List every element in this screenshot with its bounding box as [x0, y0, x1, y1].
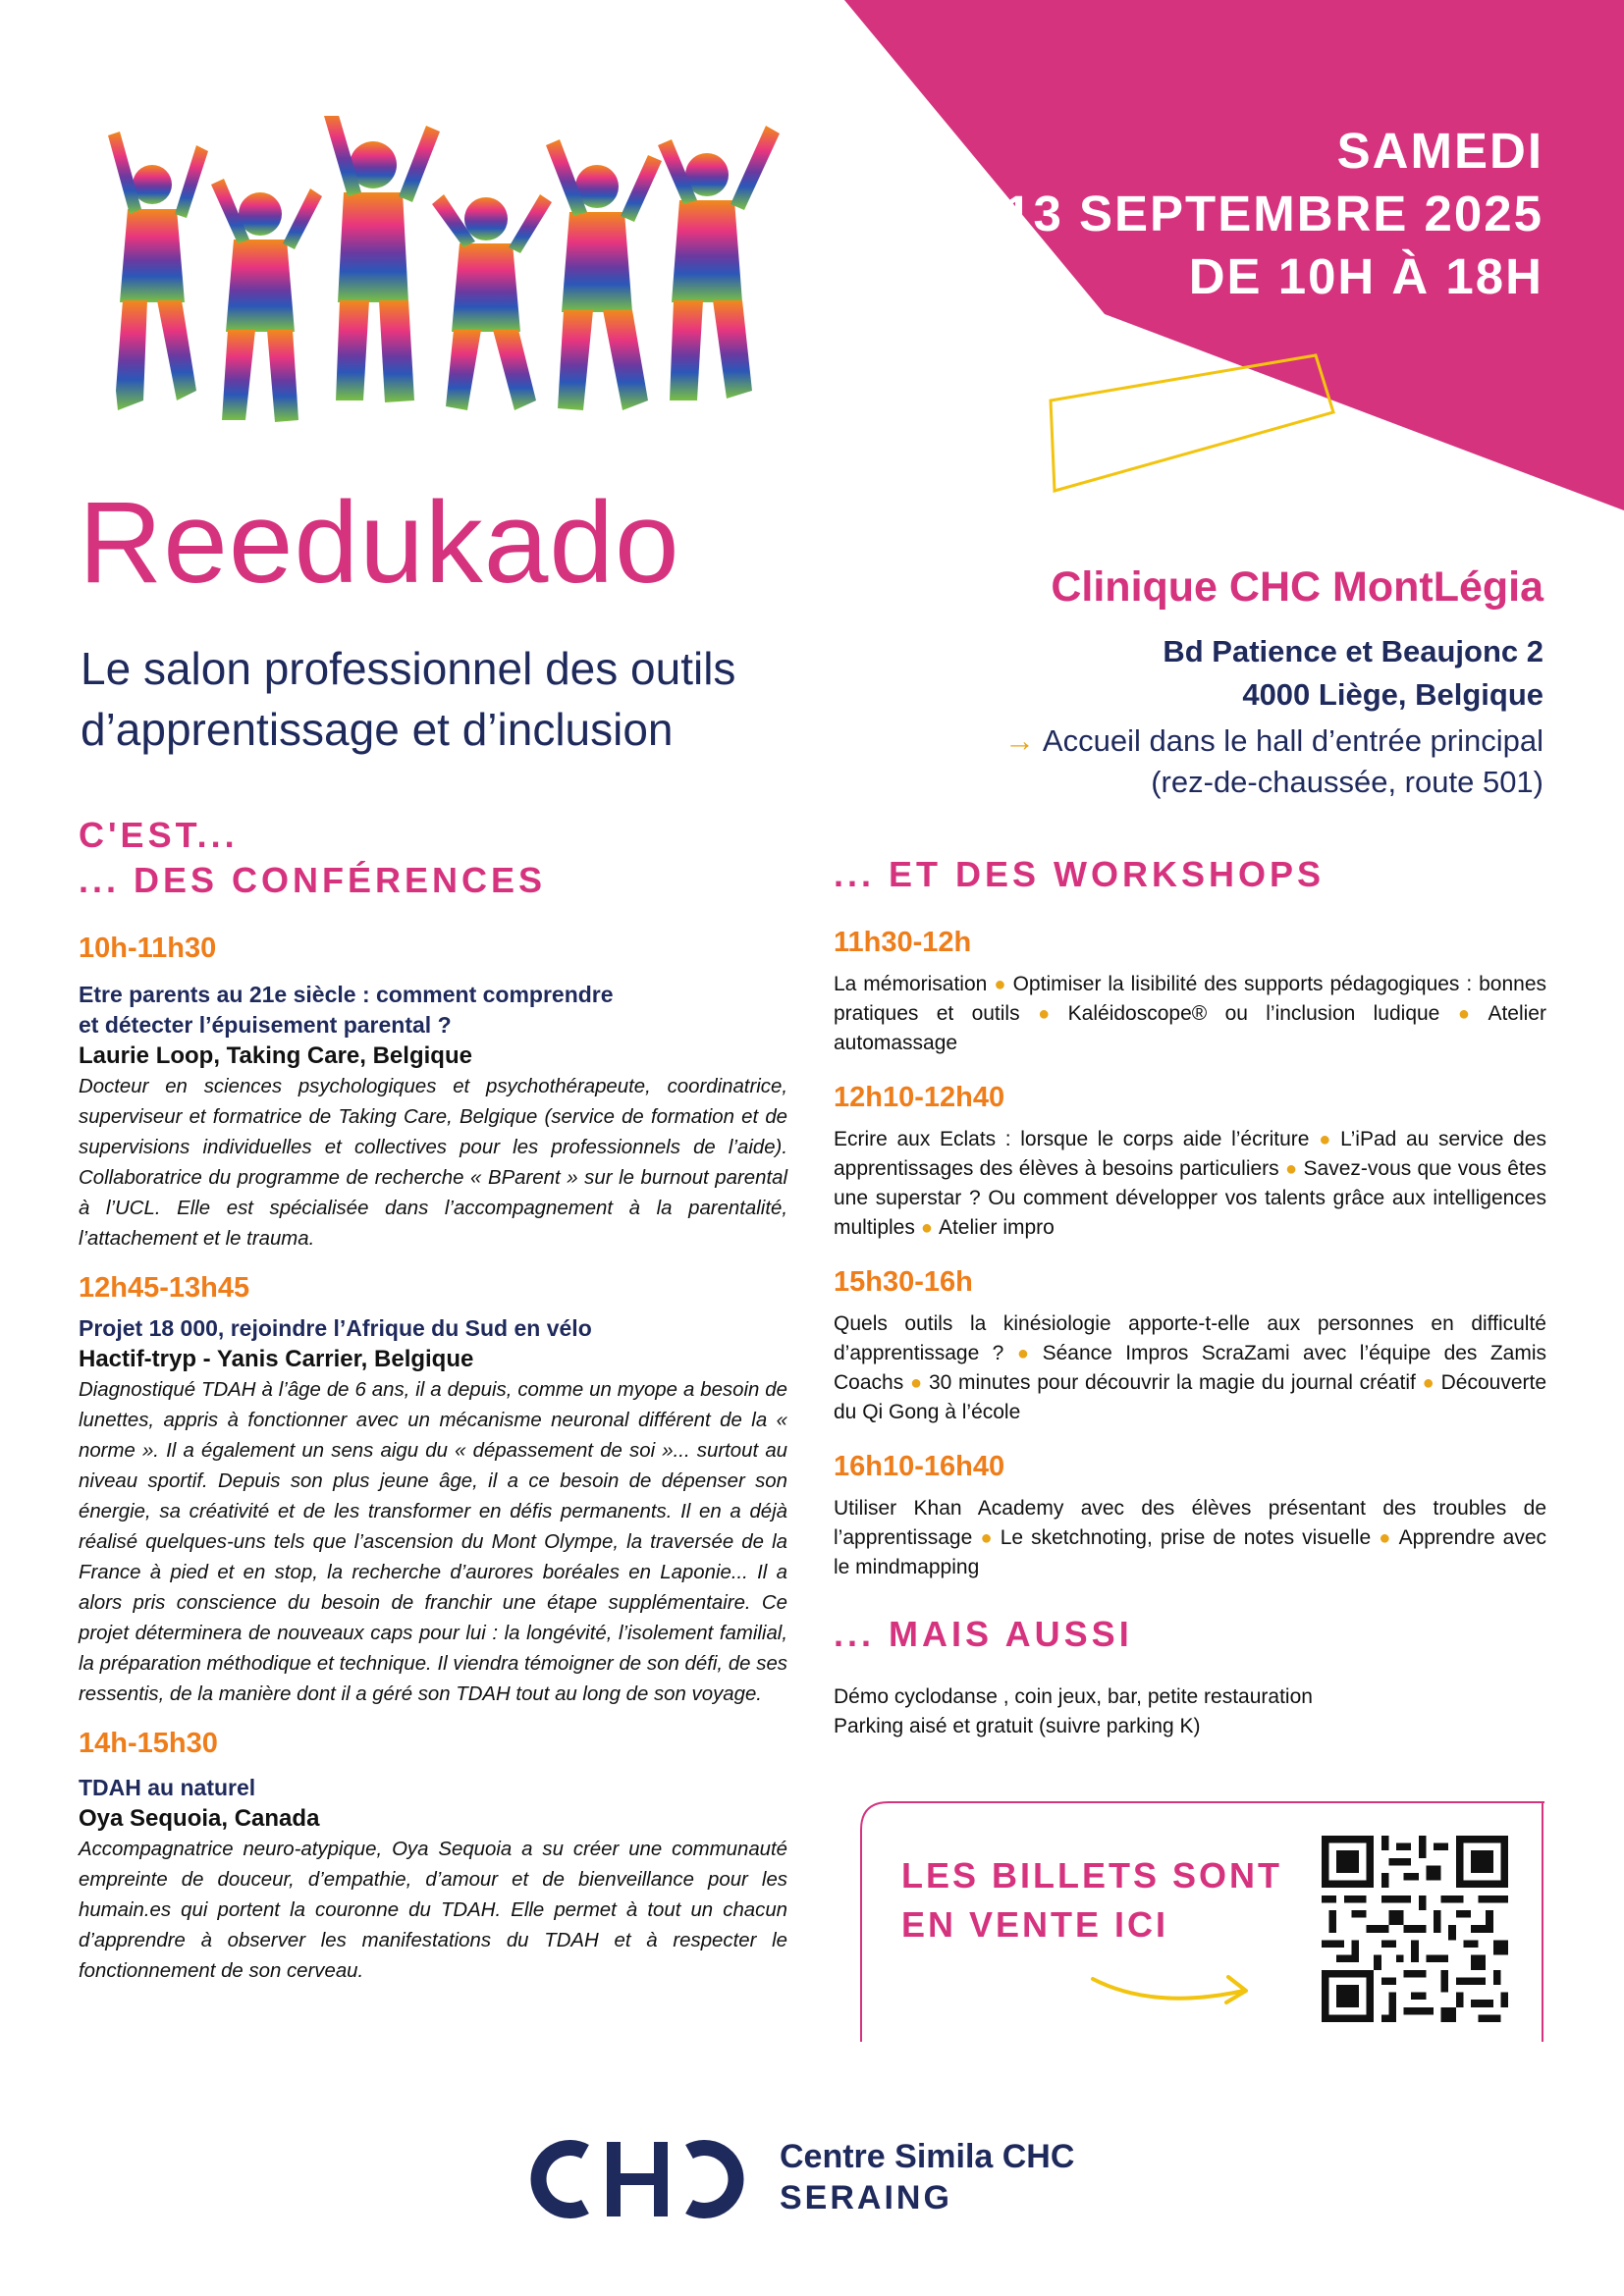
- event-subtitle: [81, 638, 846, 760]
- bullet-icon: ●: [1009, 1343, 1037, 1364]
- workshop-slot: [834, 1447, 1546, 1582]
- workshop-item: L’iPad au service des apprentissages des élèves à besoins particuliers: [834, 1128, 1546, 1180]
- ticket-qr-code[interactable]: [1322, 1836, 1508, 2022]
- conferences-column: [79, 813, 787, 1987]
- talk-description: Diagnostiqué TDAH à l’âge de 6 ans, il a depuis, comme un myope a besoin de lunettes, appris à fonctionner avec un mécanisme neuronal différent de la « norme ». Il a également un sens aigu du « dépassement de soi »... surtout au niveau sportif. Depuis son plus jeune âge, il a ce besoin de dépenser son énergie, sa créativité et de les transformer en défis permanents. Il en a déjà réalisé quelques-uns tels que l’ascension du Mont Olympe, la traversée de la France à pied et en stop, la recherche d’aurores boréales en Laponie... Il a alors pris conscience du besoin de franchir une étape supplémentaire. Ce projet déterminera de nouveaux caps pour lui : la longévité, l’isolement familial, la préparation méthodique et technique. Il viendra témoigner de son défi, de ses ressentis, de la manière dont il a géré son TDAH tout au long de son voyage.: [79, 1379, 787, 1705]
- workshop-item: Découverte du Qi Gong à l’école: [834, 1371, 1546, 1423]
- workshop-item: Optimiser la lisibilité des supports pédagogiques : bonnes pratiques et outils: [834, 973, 1547, 1025]
- workshop-item: Séance Impros ScraZami avec l’équipe des Zamis Coachs: [834, 1342, 1546, 1394]
- bullet-icon: ●: [1315, 1129, 1335, 1150]
- workshops-column: [834, 852, 1546, 1741]
- workshop-list: [834, 970, 1546, 1058]
- event-day: SAMEDI: [1336, 123, 1543, 179]
- slot-time: 15h30-16h: [834, 1266, 973, 1298]
- workshop-list: [834, 1494, 1546, 1582]
- talk-title-line: TDAH au naturel: [79, 1775, 256, 1800]
- slot-time: 10h-11h30: [79, 933, 217, 964]
- talk-speaker: Hactif-tryp - Yanis Carrier, Belgique: [79, 1346, 474, 1372]
- jumping-children-illustration: [79, 116, 825, 440]
- workshop-list: [834, 1309, 1546, 1427]
- slot-time: 11h30-12h: [834, 927, 972, 958]
- talk-speaker: Laurie Loop, Taking Care, Belgique: [79, 1042, 472, 1069]
- address-line: Bd Patience et Beaujonc 2: [1163, 634, 1543, 668]
- intro-heading: C'EST...: [79, 815, 239, 855]
- bullet-icon: ●: [909, 1372, 923, 1394]
- conferences-heading: ... DES CONFÉRENCES: [79, 860, 547, 900]
- tickets-link[interactable]: [901, 1851, 1282, 1949]
- footer-organization: Centre Simila CHC: [780, 2138, 1075, 2175]
- workshop-item: Le sketchnoting, prise de notes visuelle: [1000, 1526, 1372, 1549]
- talk-description: Accompagnatrice neuro-atypique, Oya Sequoia a su créer une communauté empreinte de douceur, d’empathie, d’amour et de bienveillance pour les humain.es qui portent la couronne du TDAH. Elle permet à tout un chacun d’apprendre à observer les manifestations du TDAH et à respecter le fonctionnement de son cerveau.: [79, 1839, 787, 1982]
- workshop-item: La mémorisation: [834, 973, 988, 995]
- workshop-item: Kaléidoscope® ou l’inclusion ludique: [1067, 1002, 1440, 1025]
- talk-title-line: et détecter l’épuisement parental ?: [79, 1012, 452, 1038]
- bullet-icon: ●: [993, 974, 1007, 995]
- talk-description: Docteur en sciences psychologiques et psychothérapeute, coordinatrice, superviseur et formatrice de Taking Care, Belgique (service de formation et de supervisions individuelles et collectives pour les professionnels de l’aide). Collaboratrice du programme de recherche « BParent » sur le burnout parental à l’UCL. Elle est spécialisée dans l’accompagnement à la parentalité, l’attachement et le trauma.: [79, 1076, 787, 1250]
- also-line: Démo cyclodanse , coin jeux, bar, petite restauration: [834, 1685, 1313, 1708]
- tickets-line: EN VENTE ICI: [901, 1904, 1169, 1945]
- workshop-item: Utiliser Khan Academy avec des élèves présentant des troubles de l’apprentissage: [834, 1497, 1546, 1549]
- subtitle-line: d’apprentissage et d’inclusion: [81, 704, 674, 755]
- workshop-slot: [834, 1078, 1546, 1243]
- workshop-item: Ecrire aux Eclats : lorsque le corps aide l’écriture: [834, 1128, 1310, 1150]
- workshop-item: Apprendre avec le mindmapping: [834, 1526, 1546, 1578]
- talk-title: [79, 980, 787, 1041]
- subtitle-line: Le salon professionnel des outils: [81, 643, 736, 694]
- event-date-full: 13 SEPTEMBRE 2025: [1003, 186, 1543, 241]
- workshop-slot: [834, 1262, 1546, 1427]
- conference-slot: [79, 1268, 787, 1710]
- conference-slot: [79, 929, 787, 1255]
- workshop-item: Savez-vous que vous êtes une superstar ? Ou comment développer vos talents grâce aux intelligences multiples: [834, 1157, 1546, 1239]
- venue-access: [1004, 721, 1543, 803]
- slot-time: 12h10-12h40: [834, 1082, 1005, 1113]
- bullet-icon: ●: [1025, 1003, 1062, 1025]
- also-heading: ... MAIS AUSSI: [834, 1614, 1133, 1654]
- venue-address: [1004, 630, 1543, 717]
- bullet-icon: ●: [920, 1217, 933, 1239]
- workshop-item: 30 minutes pour découvrir la magie du journal créatif: [928, 1371, 1416, 1394]
- event-title: Reedukado: [79, 478, 680, 608]
- also-list: [834, 1682, 1546, 1741]
- talk-title-line: Projet 18 000, rejoindre l’Afrique du Sud en vélo: [79, 1315, 592, 1341]
- bullet-icon: ●: [1377, 1527, 1393, 1549]
- slot-time: 14h-15h30: [79, 1728, 218, 1759]
- workshop-item: Quels outils la kinésiologie apporte-t-elle aux personnes en difficulté d’apprentissage ?: [834, 1312, 1546, 1364]
- talk-title-line: Etre parents au 21e siècle : comment comprendre: [79, 982, 614, 1007]
- venue-block: [1004, 558, 1543, 803]
- access-line: Accueil dans le hall d’entrée principal: [1042, 723, 1543, 758]
- event-date: [1003, 120, 1543, 308]
- workshop-item: Atelier impro: [938, 1216, 1055, 1239]
- workshop-item: Atelier automassage: [834, 1002, 1546, 1054]
- event-hours: DE 10H À 18H: [1188, 248, 1543, 304]
- slot-time: 16h10-16h40: [834, 1451, 1005, 1482]
- workshops-heading: ... ET DES WORKSHOPS: [834, 854, 1326, 894]
- bullet-icon: ●: [978, 1527, 995, 1549]
- talk-speaker: Oya Sequoia, Canada: [79, 1805, 320, 1832]
- footer-city: SERAING: [780, 2179, 952, 2216]
- bullet-icon: ●: [1445, 1003, 1483, 1025]
- workshop-slot: [834, 923, 1546, 1058]
- workshop-list: [834, 1125, 1546, 1243]
- also-line: Parking aisé et gratuit (suivre parking K): [834, 1715, 1201, 1737]
- conference-slot: [79, 1724, 787, 1987]
- access-line: (rez-de-chaussée, route 501): [1151, 765, 1543, 799]
- venue-name: Clinique CHC MontLégia: [1051, 563, 1543, 611]
- chc-logo: [509, 2132, 764, 2226]
- bullet-icon: ●: [1421, 1372, 1435, 1394]
- tickets-line: LES BILLETS SONT: [901, 1855, 1283, 1896]
- talk-title: [79, 1313, 787, 1344]
- address-line: 4000 Liège, Belgique: [1242, 677, 1543, 712]
- slot-time: 12h45-13h45: [79, 1272, 250, 1304]
- talk-title: [79, 1773, 787, 1803]
- bullet-icon: ●: [1284, 1158, 1298, 1180]
- arrow-right-icon: →: [1003, 723, 1035, 758]
